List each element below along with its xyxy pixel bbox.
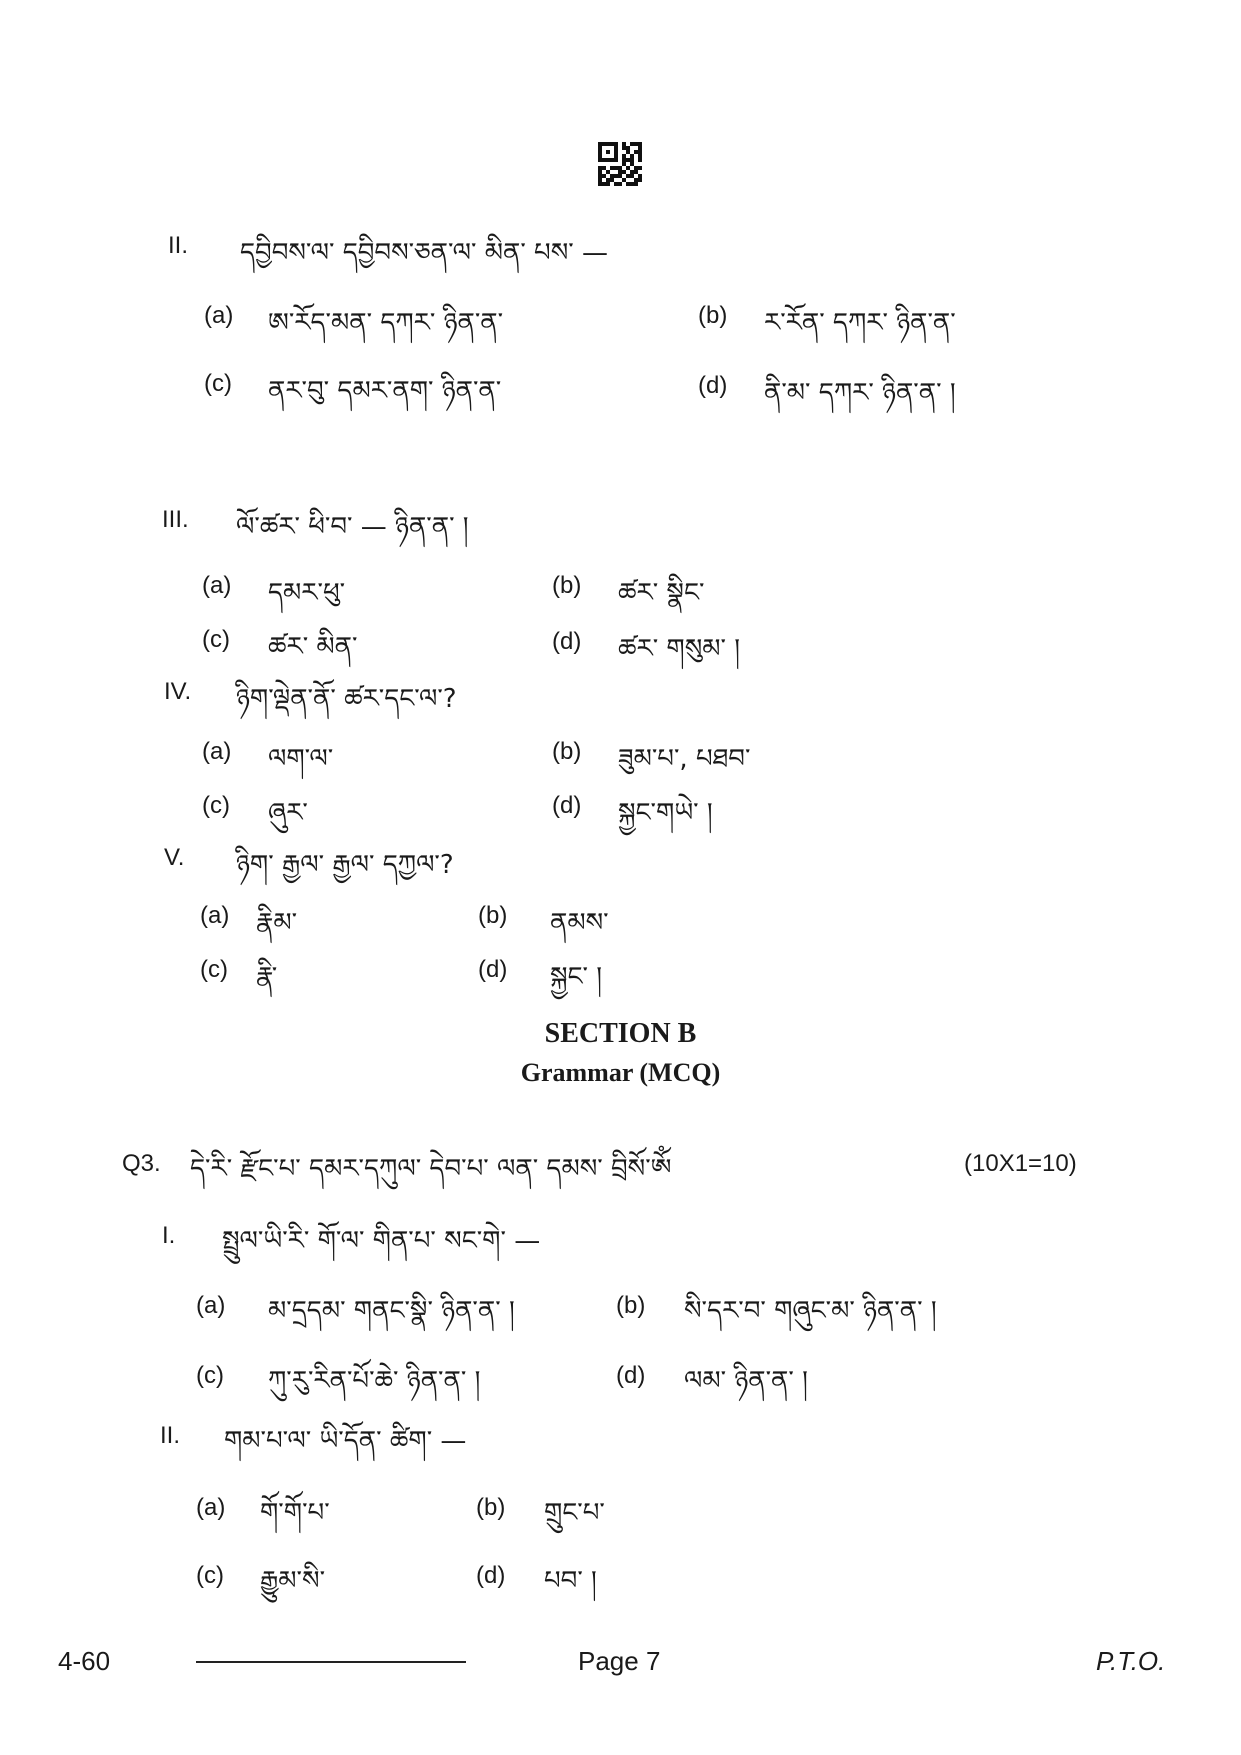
question-number: V. <box>164 844 185 871</box>
option-text: ནི་མ་ དཀར་ ཉིན་ན་ ། <box>764 378 956 408</box>
option-text: ཀུ་རུ་རིན་པོ་ཆེ་ ཉིན་ན་ ། <box>268 1366 481 1396</box>
option-label: (d) <box>616 1362 646 1389</box>
option-label: (d) <box>476 1562 506 1589</box>
question-stem: སྤྲུལ་ཡི་རི་ གོ་ལ་ གིན་པ་ སང་གེ་ — <box>222 1226 541 1256</box>
option-text: རྒྱུམ་སི་ <box>260 1566 326 1596</box>
footer-page-number: Page 7 <box>578 1646 661 1676</box>
option-text: དམར་ཕུ་ <box>268 578 346 608</box>
option-label: (c) <box>202 626 230 653</box>
question-stem: ཉིག་ རྒྱལ་ རྒྱལ་ དཀྱལ་? <box>236 850 454 880</box>
option-text: ཟུམ་པ་, པཐབ་ <box>618 744 751 774</box>
section-subtitle: Grammar (MCQ) <box>520 1058 721 1087</box>
option-text: གྲུང་པ་ <box>544 1498 605 1528</box>
option-text: ལག་ལ་ <box>268 744 334 774</box>
option-label: (a) <box>196 1494 226 1521</box>
question-stem: དེ་རི་ རྫོང་པ་ དམར་དཀུལ་ དེབ་པ་ ལན་ དམས་ བྲིསོ་ༀ <box>190 1154 672 1184</box>
qr-code <box>598 142 642 186</box>
question-stem: ལོ་ཚར་ ཕི་བ་ — ཉིན་ན་ ། <box>236 512 469 542</box>
option-label: (c) <box>202 792 230 819</box>
option-label: (a) <box>200 902 230 929</box>
option-text: ཨ་རོད་མན་ དཀར་ ཉིན་ན་ <box>268 308 504 338</box>
option-text: ནར་བུ་ དམར་ནག་ ཉིན་ན་ <box>268 376 502 406</box>
option-label: (a) <box>202 572 232 599</box>
question-number: III. <box>162 506 189 533</box>
option-text: ར་རོན་ དཀར་ ཉིན་ན་ <box>764 308 956 338</box>
option-label: (b) <box>616 1292 646 1319</box>
option-text: ཚར་ སྣིང་ <box>618 578 705 608</box>
option-label: (b) <box>552 738 582 765</box>
option-label: (d) <box>552 628 582 655</box>
option-text: ཚར་ གསུམ་ ། <box>618 634 741 664</box>
option-label: (c) <box>196 1562 224 1589</box>
option-text: ལམ་ ཉིན་ན་ ། <box>684 1366 808 1396</box>
option-text: མ་དྲདམ་ གནང་སྣི་ ཉིན་ན་ ། <box>268 1296 515 1326</box>
option-label: (a) <box>196 1292 226 1319</box>
question-number: Q3. <box>122 1150 161 1177</box>
footer-code: 4-60 <box>58 1646 111 1676</box>
option-label: (c) <box>196 1362 224 1389</box>
option-text: ཞུར་ <box>268 798 308 828</box>
footer-rule <box>196 1661 466 1663</box>
option-label: (a) <box>204 302 234 329</box>
marks-label: (10X1=10) <box>964 1150 1077 1177</box>
question-number: II. <box>168 232 189 259</box>
question-stem: གམ་པ་ལ་ ཡི་དོན་ ཚིག་ — <box>224 1426 467 1456</box>
question-number: IV. <box>164 678 192 705</box>
option-label: (b) <box>552 572 582 599</box>
option-label: (d) <box>552 792 582 819</box>
option-label: (c) <box>204 370 232 397</box>
option-text: སྐྱང་གཡེ་ ། <box>618 798 713 828</box>
option-label: (a) <box>202 738 232 765</box>
option-text: རྣི་ <box>256 962 278 992</box>
question-stem: དབྱིབས་ལ་ དབྱིབས་ཅན་ལ་ མིན་ པས་ — <box>240 238 608 268</box>
option-label: (d) <box>698 372 728 399</box>
option-text: ནམས་ <box>550 908 609 938</box>
section-title: SECTION B <box>544 1018 697 1049</box>
question-stem: ཉིག་ལྡེན་ནོ་ ཚར་དང་ལ་? <box>236 684 457 714</box>
option-label: (b) <box>698 302 728 329</box>
option-label: (c) <box>200 956 228 983</box>
question-number: II. <box>160 1422 181 1449</box>
option-text: སྐྱང་ ། <box>550 962 603 992</box>
footer-pto: P.T.O. <box>1096 1646 1166 1676</box>
question-number: I. <box>162 1222 176 1249</box>
option-text: པབ་ ། <box>544 1566 597 1596</box>
option-label: (b) <box>476 1494 506 1521</box>
option-text: སི་དར་བ་ གཞུང་མ་ ཉིན་ན་ ། <box>684 1296 937 1326</box>
option-label: (d) <box>478 956 508 983</box>
option-label: (b) <box>478 902 508 929</box>
option-text: རྣིམ་ <box>256 908 298 938</box>
option-text: གོ་གོ་པ་ <box>260 1498 330 1528</box>
option-text: ཚར་ མིན་ <box>268 632 358 662</box>
